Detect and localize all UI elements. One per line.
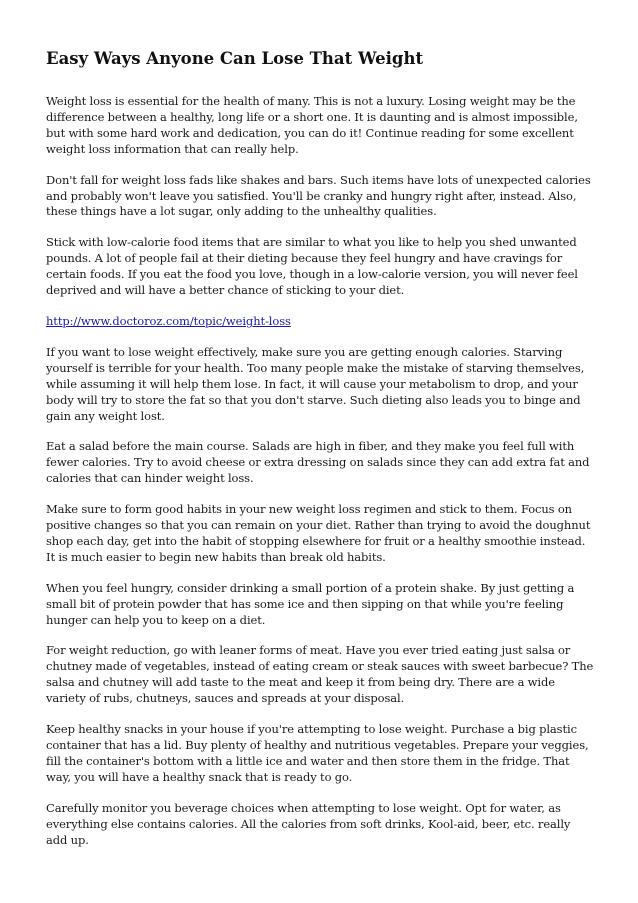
document-page [46,48,594,848]
paragraph-low-calorie: Stick with low-calorie food items that are similar to what you like to help you shed unwanted pounds. A lot of people fail at their dieting because they feel hungry and have cravings for certain foods. If you eat the food you love, though in a low-calorie version, you will never feel deprived and will have a better chance of sticking to your diet. [46,235,578,298]
link-paragraph [46,314,594,330]
paragraph-enough-calories: If you want to lose weight effectively, make sure you are getting enough calories. Starving yourself is terrible for your health. Too many people make the mistake of starving themselves, while assuming it will help them lose. In fact, it will cause your metabolism to drop, and your body will try to store the fat so that you don't starve. Such dieting also leads you to binge and gain any weight lost. [46,344,585,423]
paragraph-protein-shake: When you feel hungry, consider drinking a small portion of a protein shake. By just getting a small bit of protein powder that has some ice and then sipping on that while you're feeling hunger can help you to keep on a diet. [46,580,575,627]
paragraph-salad: Eat a salad before the main course. Salads are high in fiber, and they make you feel full with fewer calories. Try to avoid cheese or extra dressing on salads since they can add extra fat and calories that can hinder weight loss. [46,439,590,486]
paragraph-fads: Don't fall for weight loss fads like shakes and bars. Such items have lots of unexpected calories and probably won't leave you satisfied. You'll be cranky and hungry right after, instead. Also, these things have a lot sugar, only adding to the unhealthy qualities. [46,172,591,219]
document-title: Easy Ways Anyone Can Lose That Weight [46,49,424,68]
paragraph-good-habits: Make sure to form good habits in your new weight loss regimen and stick to them. Focus on positive changes so that you can remain on your diet. Rather than trying to avoid the doughnut shop each day, get into the habit of stopping elsewhere for fruit or a healthy smoothie instead. It is much easier to begin new habits than break old habits. [46,502,591,564]
paragraph-intro: Weight loss is essential for the health of many. This is not a luxury. Losing weight may be the difference between a healthy, long life or a short one. It is daunting and is almost impossible, but with some hard work and dedication, you can do it! Continue reading for some excellent weight loss information that can really help. [46,94,578,156]
paragraph-beverages: Carefully monitor you beverage choices when attempting to lose weight. Opt for water, as everything else contains calories. All the calories from soft drinks, Kool-aid, beer, etc. really add up. [46,800,571,847]
paragraph-lean-meat: For weight reduction, go with leaner forms of meat. Have you ever tried eating just salsa or chutney made of vegetables, instead of eating cream or steak sauces with sweet barbecue? The salsa and chutney will add taste to the meat and keep it from being dry. There are a wide variety of rubs, chutneys, sauces and spreads at your disposal. [46,643,594,706]
paragraph-healthy-snacks: Keep healthy snacks in your house if you're attempting to lose weight. Purchase a big plastic container that has a lid. Buy plenty of healthy and nutritious vegetables. Prepare your veggies, fill the container's bottom with a little ice and water and then store them in the fridge. That way, you will have a healthy snack that is ready to go. [46,722,589,784]
doctoroz-link[interactable]: http://www.doctoroz.com/topic/weight-loss [46,313,291,328]
